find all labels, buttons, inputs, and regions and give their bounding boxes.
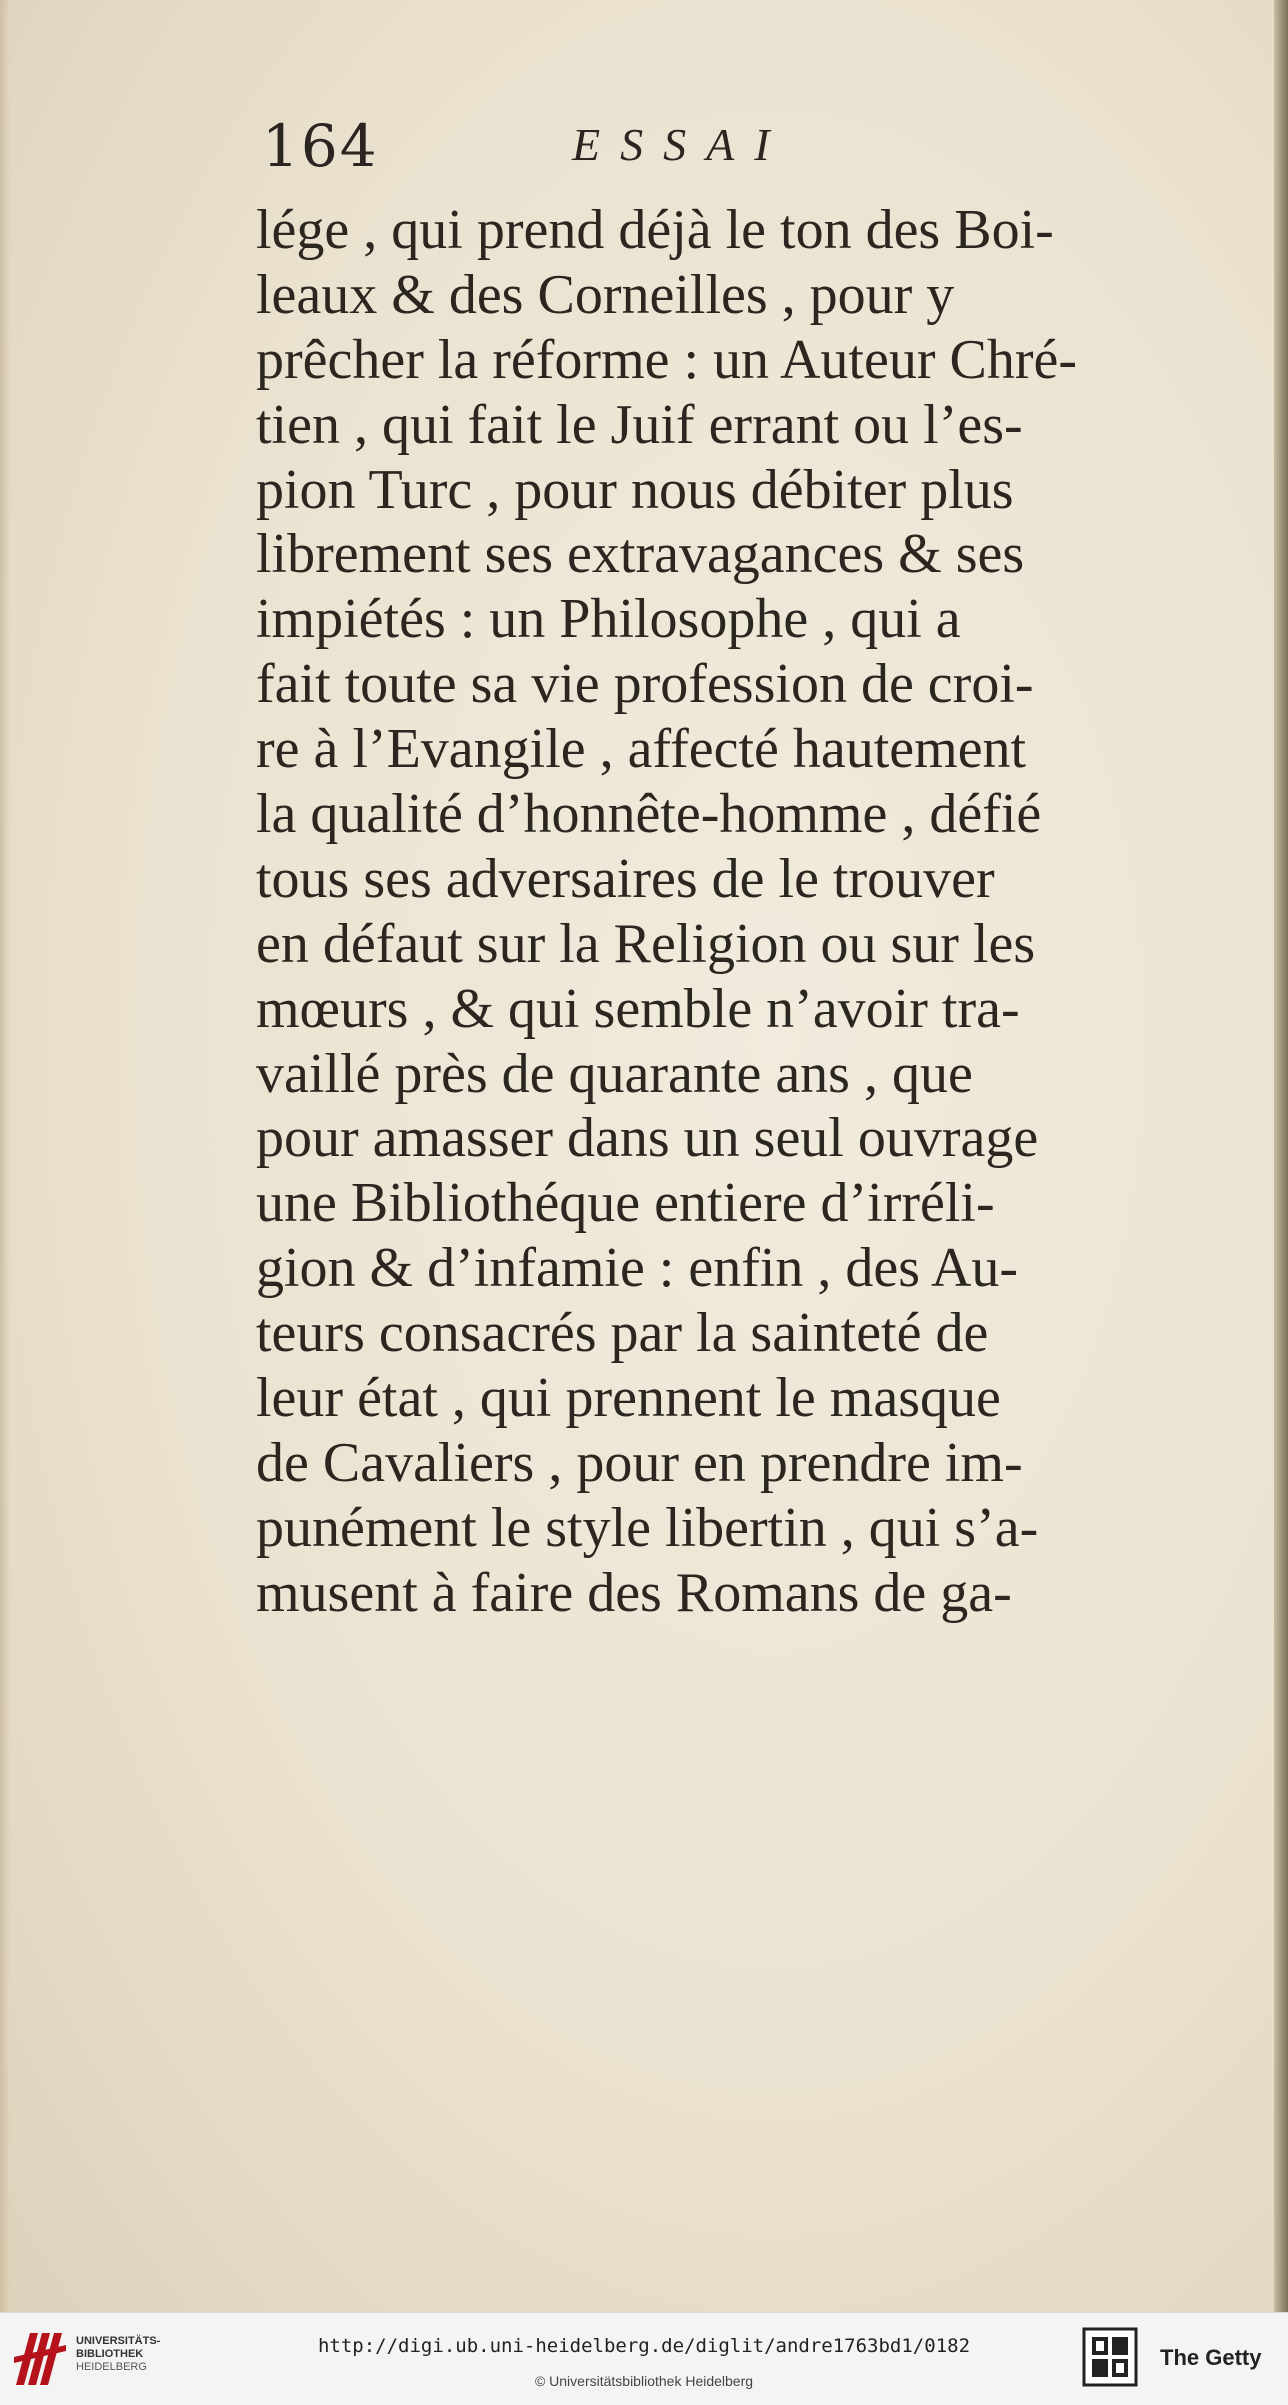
text-line: tous ses adversaires de le trouver [256,847,995,910]
text-line: re à l’Evangile , affecté hautement [256,718,1027,781]
text-line: vaillé près de quarante ans , que [256,1042,973,1105]
page-number: 164 [262,112,379,180]
text-line: gion & d’infamie : enfin , des Au- [256,1237,1019,1300]
text-line: prêcher la réforme : un Auteur Chré- [256,328,1077,391]
page-header [262,112,1162,202]
text-line: leur état , qui prennent le masque [256,1367,1001,1430]
text-line: librement ses extravagances & ses [256,523,1025,586]
body-text [256,198,1156,1626]
text-line: leaux & des Corneilles , pour y [256,263,955,326]
text-line: en défaut sur la Religion ou sur les [256,912,1036,975]
getty-logo-icon [1082,2327,1138,2387]
library-name-line2: BIBLIOTHEK [76,2348,144,2360]
text-line: pour amasser dans un seul ouvrage [256,1107,1039,1170]
text-line: impiétés : un Philosophe , qui a [256,588,961,651]
text-line: tien , qui fait le Juif errant ou l’es- [256,393,1023,456]
page-right-edge [1274,0,1288,2312]
text-line: une Bibliothéque entiere d’irréli- [256,1172,995,1235]
library-city: HEIDELBERG [76,2361,147,2373]
text-line: musent à faire des Romans de ga- [256,1561,1012,1624]
page-left-edge [0,0,10,2312]
text-line: la qualité d’honnête-homme , défié [256,783,1042,846]
text-line: mœurs , & qui semble n’avoir tra- [256,977,1020,1040]
running-head: ESSAI [572,119,790,170]
permalink-url[interactable]: http://digi.ub.uni-heidelberg.de/diglit/andre1763bd1/0182 [317,2335,971,2357]
sponsor-name: The Getty [1160,2345,1262,2370]
text-line: punément le style libertin , qui s’a- [256,1496,1039,1559]
text-line: lége , qui prend déjà le ton des Boi- [256,199,1054,261]
library-name-line1: UNIVERSITÄTS- [76,2335,161,2347]
text-line: pion Turc , pour nous débiter plus [256,458,1014,521]
copyright-notice: © Universitätsbibliothek Heidelberg [534,2373,754,2389]
text-line: de Cavaliers , pour en prendre im- [256,1431,1023,1494]
text-line: teurs consacrés par la sainteté de [256,1302,989,1365]
footer-bar [0,2312,1288,2405]
text-line: fait toute sa vie profession de croi- [256,653,1034,716]
